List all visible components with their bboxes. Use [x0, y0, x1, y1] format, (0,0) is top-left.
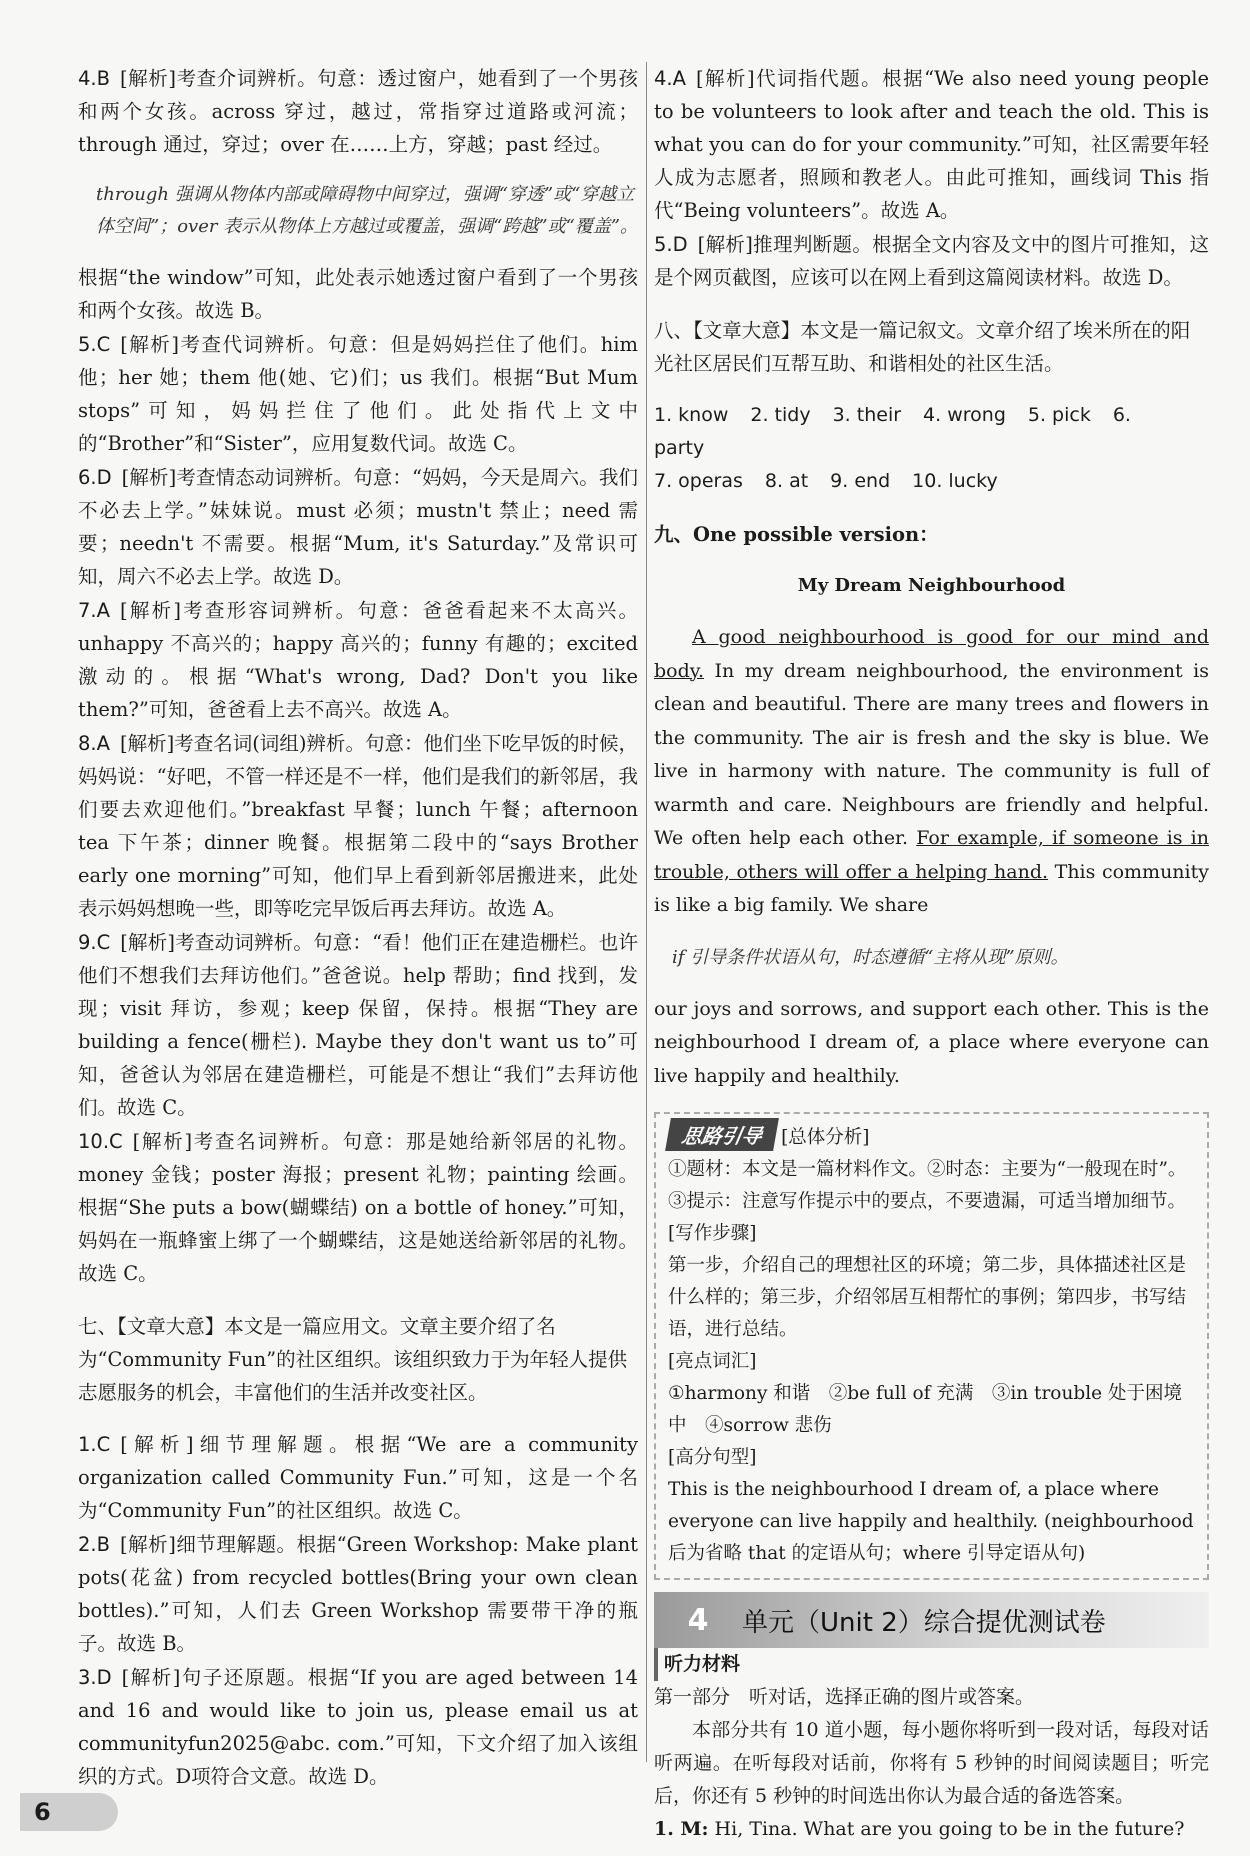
- handwritten-note: if 引导条件状语从句，时态遵循“主将从现”原则。: [672, 946, 1069, 968]
- answer-item: 9.C [解析]考查动词辨析。句意：“看！他们正在建造栅栏。也许他们不想我们去拜访他们。”爸爸说。help 帮助；find 找到，发现；visit 拜访，参观；keep 保留，保持。根据“They are building a fence(栅栏). Maybe they don't want us to”可知，爸爸认为邻居在建造栅栏，可能是不想让“我们”去拜访他们。故选 C。: [78, 931, 638, 1119]
- writing-guide-box: 思路引导 [总体分析] ①题材：本文是一篇材料作文。②时态：主要为“一般现在时”。③提示：注意写作提示中的要点，不要遗漏，可适当增加细节。 [写作步骤] 第一步，介绍自己的理想社区的环境；第二步，具体描述社区是什么样的；第三步，介绍邻居互相帮忙的事例；第四步，书写结语，进行总结。 [亮点词汇] ①harmony 和谐 ②be full of 充满 ③in trouble 处于困境中 ④sorrow 悲伤 [高分句型] This is the neighbourhood I dream of, a place where everyone can live happily and healthily. (neighbourhood 后为省略 that 的定语从句；where 引导定语从句): [654, 1112, 1209, 1580]
- answer-item: 2.B [解析]细节理解题。根据“Green Workshop: Make plant pots(花盆) from recycled bottles(Bring your own clean bottles).”可知，人们去 Green Workshop 需要带干净的瓶子。故选 B。: [78, 1533, 638, 1655]
- essay-title: My Dream Neighbourhood: [797, 575, 1066, 596]
- answer-item: 1.C [解析]细节理解题。根据“We are a community organization called Community Fun.”可知，这是一个名为“Community Fun”的社区组织。故选 C。: [78, 1433, 638, 1522]
- unit-test-banner: 4 单元（Unit 2）综合提优测试卷: [654, 1592, 1209, 1648]
- answer-item: 10.C [解析]考查名词辨析。句意：那是她给新邻居的礼物。money 金钱；poster 海报；present 礼物；painting 绘画。根据“She puts a bow(蝴蝶结) on a bottle of honey.”可知，妈妈在一瓶蜂蜜上绑了一个蝴蝶结，这是她送给新邻居的礼物。故选 C。: [78, 1130, 638, 1285]
- answer-item: 5.C [解析]考查代词辨析。句意：但是妈妈拦住了他们。him 他；her 她；them 他(她、它)们；us 我们。根据“But Mum stops”可知，妈妈拦住了他们。此处指代上文中的“Brother”和“Sister”，应用复数代词。故选 C。: [78, 333, 638, 455]
- answer-item: 8.A [解析]考查名词(词组)辨析。句意：他们坐下吃早饭的时候，妈妈说：“好吧，不管一样还是不一样，他们是我们的新邻居，我们要去欢迎他们。”breakfast 早餐；lunch 午餐；afternoon tea 下午茶；dinner 晚餐。根据第二段中的“says Brother early one morning”可知，他们早上看到新邻居搬进来，此处表示妈妈想晚一些，即等吃完早饭后再去拜访。故选 A。: [78, 732, 638, 920]
- answer-item: 根据“the window”可知，此处表示她透过窗户看到了一个男孩和两个女孩。故选 B。: [78, 266, 638, 322]
- answer-item: 4.B [解析]考查介词辨析。句意：透过窗户，她看到了一个男孩和两个女孩。across 穿过，越过，常指穿过道路或河流；through 通过，穿过；over 在……上方，穿越；past 经过。: [78, 67, 638, 156]
- answer-item: 7.A [解析]考查形容词辨析。句意：爸爸看起来不太高兴。unhappy 不高兴的；happy 高兴的；funny 有趣的；excited 激动的。根据“What's wrong, Dad? Don't you like them?”可知，爸爸看上去不高兴。故选 A。: [78, 599, 638, 721]
- right-column: [654, 62, 1209, 1846]
- guide-banner: 思路引导: [665, 1118, 779, 1151]
- word-answers-row: 1. know 2. tidy 3. their 4. wrong 5. pick 6. party: [654, 404, 1131, 459]
- answer-item: 5.D [解析]推理判断题。根据全文内容及文中的图片可推知，这是个网页截图，应该可以在网上看到这篇阅读材料。故选 D。: [654, 233, 1209, 289]
- section-7-summary: 七、【文章大意】本文是一篇应用文。文章主要介绍了名为“Community Fun”的社区组织。该组织致力于为年轻人提供志愿服务的机会，丰富他们的生活并改变社区。: [78, 1314, 628, 1404]
- section-9-title: 九、One possible version：: [654, 522, 939, 546]
- answer-item: 6.D [解析]考查情态动词辨析。句意：“妈妈，今天是周六。我们不必去上学。”妹妹说。must 必须；mustn't 禁止；need 需要；needn't 不需要。根据“Mum, it's Saturday.”及常识可知，周六不必去上学。故选 D。: [78, 466, 638, 588]
- page-number: 6: [20, 1793, 118, 1831]
- column-divider: [646, 62, 647, 1762]
- word-answers-row: 7. operas 8. at 9. end 10. lucky: [654, 470, 998, 492]
- left-column: [78, 62, 638, 1794]
- handwritten-note: through 强调从物体内部或障碍物中间穿过，强调“穿透”或“穿越立体空间”；over 表示从物体上方越过或覆盖，强调“跨越”或“覆盖”。: [96, 184, 638, 237]
- answer-item: 4.A [解析]代词指代题。根据“We also need young people to be volunteers to look after and teach the old. This is what you can do for your community.”可知，社区需要年轻人成为志愿者，照顾和教老人。由此可推知，画线词 This 指代“Being volunteers”。故选 A。: [654, 67, 1209, 222]
- section-8-summary: 八、【文章大意】本文是一篇记叙文。文章介绍了埃米所在的阳光社区居民们互帮互助、和谐相处的社区生活。: [654, 318, 1191, 375]
- essay-paragraph: our joys and sorrows, and support each other. This is the neighbourhood I dream of, a place where everyone can live happily and healthily.: [654, 997, 1209, 1087]
- answer-item: 3.D [解析]句子还原题。根据“If you are aged between 14 and 16 and would like to join us, please email us at communityfun2025@abc. com.”可知，下文介绍了加入该组织的方式。D项符合文意。故选 D。: [78, 1666, 638, 1788]
- essay-paragraph: A good neighbourhood is good for our mind and body. In my dream neighbourhood, the environment is clean and beautiful. There are many trees and flowers in the community. The air is fresh and the sky is blue. We live in harmony with nature. The community is full of warmth and care. Neighbours are friendly and helpful. We often help each other. For example, if someone is in trouble, others will offer a helping hand. This community is like a big family. We share: [654, 626, 1209, 916]
- listening-material: 听力材料 第一部分 听对话，选择正确的图片或答案。 本部分共有 10 道小题，每小题你将听到一段对话，每段对话听两遍。在听每段对话前，你将有 5 秒钟的时间阅读题目；听完后，你还有 5 秒钟的时间选出你认为最合适的备选答案。 1. M: Hi, Tina. What are you going to be in the future?: [654, 1648, 1209, 1846]
- listening-heading: 听力材料: [654, 1648, 740, 1681]
